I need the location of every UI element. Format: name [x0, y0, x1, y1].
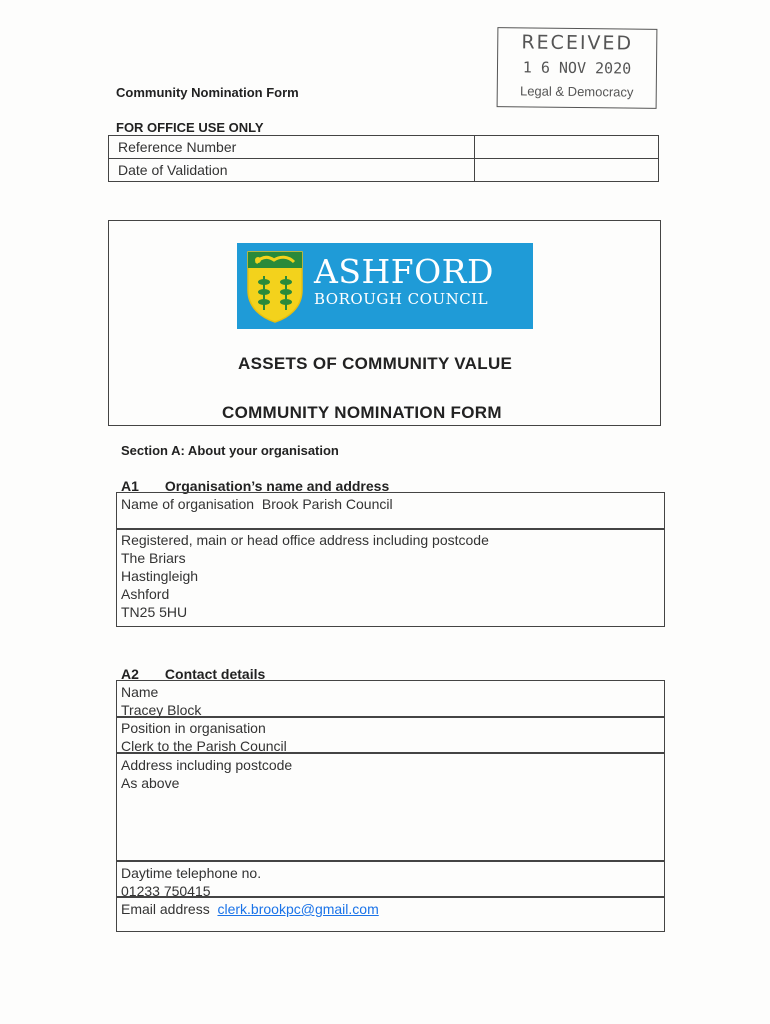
contact-address-label: Address including postcode [121, 757, 293, 773]
a2-title: Contact details [164, 666, 266, 682]
contact-name-value: Tracey Block [121, 702, 202, 718]
org-name-label: Name of organisation [121, 496, 255, 512]
office-use-table [108, 135, 659, 182]
stamp-received-text: RECEIVED [521, 31, 634, 55]
a2-number: A2 [121, 666, 139, 682]
date-of-validation-field[interactable] [475, 159, 659, 182]
a1-number: A1 [121, 478, 139, 494]
office-row-reference [109, 136, 659, 159]
logo-borough-council-text: BOROUGH COUNCIL [314, 290, 489, 308]
office-row-validation [109, 159, 659, 182]
stamp-department: Legal & Democracy [519, 83, 634, 100]
assets-title: ASSETS OF COMMUNITY VALUE [238, 354, 513, 373]
reference-number-label: Reference Number [109, 136, 475, 159]
nomination-form-title: COMMUNITY NOMINATION FORM [222, 403, 502, 422]
org-address-label: Registered, main or head office address including postcode [121, 532, 489, 548]
org-address-line: Hastingleigh [121, 568, 199, 584]
shield-icon [246, 250, 304, 324]
email-line [121, 900, 379, 918]
contact-name-label: Name [121, 684, 159, 700]
office-use-heading: FOR OFFICE USE ONLY [116, 120, 264, 135]
org-name-line [121, 495, 393, 513]
section-a-heading: Section A: About your organisation [121, 443, 339, 458]
logo-ashford-text: ASHFORD [314, 252, 494, 291]
phone-label: Daytime telephone no. [121, 865, 262, 881]
contact-address-value: As above [121, 775, 180, 791]
a1-title: Organisation’s name and address [164, 478, 390, 494]
email-link[interactable]: clerk.brookpc@gmail.com [217, 901, 379, 917]
position-value: Clerk to the Parish Council [121, 738, 287, 754]
position-label: Position in organisation [121, 720, 266, 736]
received-stamp [497, 27, 658, 109]
stamp-date: 1 6 NOV 2020 [522, 58, 632, 78]
org-address-line: The Briars [121, 550, 186, 566]
phone-value: 01233 750415 [121, 883, 211, 899]
org-address-postcode: TN25 5HU [121, 604, 188, 620]
org-name-value: Brook Parish Council [261, 496, 393, 512]
org-address-line: Ashford [121, 586, 170, 602]
email-label: Email address [121, 901, 210, 917]
form-title: Community Nomination Form [116, 85, 299, 100]
date-of-validation-label: Date of Validation [109, 159, 475, 182]
reference-number-field[interactable] [475, 136, 659, 159]
